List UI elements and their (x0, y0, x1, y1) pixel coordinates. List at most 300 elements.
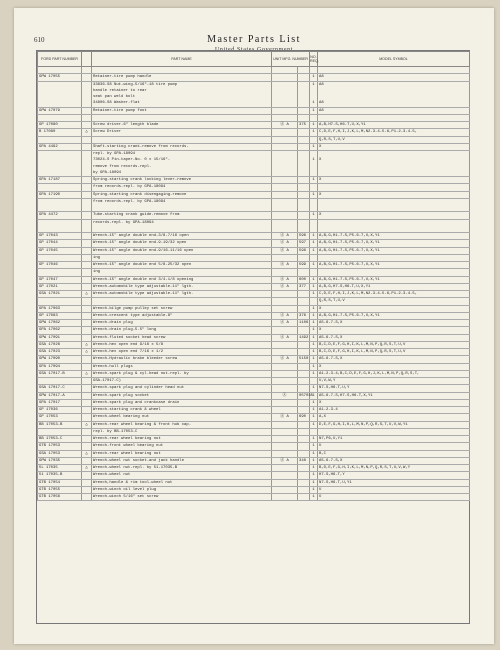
cell-unit-flag (272, 269, 298, 276)
cell-unit-flag (272, 349, 298, 356)
cell-unit-flag (272, 107, 298, 114)
cell-part-name: Wrench-drain plug (92, 320, 272, 327)
cell-symbol (82, 233, 92, 240)
table-row (38, 74, 470, 81)
cell-ford-part-number: B 17080 (38, 129, 82, 136)
cell-unit-mfg-number (298, 129, 310, 136)
cell-unit-flag (272, 443, 298, 450)
cell-unit-flag (272, 291, 298, 298)
cell-symbol (82, 107, 92, 114)
cell-part-name: Wrench-spark plug and cylinder head nut (92, 385, 272, 392)
cell-model-symbol: A1-2-3-4 (318, 407, 470, 414)
cell-model-symbol: U (318, 486, 470, 493)
table-row (38, 370, 470, 377)
cell-symbol (82, 486, 92, 493)
cell-symbol (82, 378, 92, 385)
cell-unit-flag (272, 129, 298, 136)
cell-model-symbol: B,C (318, 450, 470, 457)
cell-no-req (310, 219, 318, 226)
cell-no-req (310, 428, 318, 435)
cell-symbol (82, 443, 92, 450)
cell-symbol (82, 407, 92, 414)
cell-part-name: Wrench-bilge pump pulley set screw (92, 305, 272, 312)
cell-ford-part-number: 5L 17035 (38, 465, 82, 472)
cell-part-name: Wrench-starting crank & wheel (92, 407, 272, 414)
cell-unit-mfg-number (298, 399, 310, 406)
cell-no-req: 1 (310, 479, 318, 486)
cell-no-req (310, 269, 318, 276)
cell-model-symbol (318, 219, 470, 226)
cell-no-req: 1 (310, 472, 318, 479)
cell-symbol (82, 428, 92, 435)
cell-unit-mfg-number: 1492 (299, 335, 309, 340)
cell-ford-part-number: BB 17053-B (38, 421, 82, 428)
cell-unit-flag (272, 74, 298, 81)
page-number: 610 (34, 36, 45, 44)
cell-unit-mfg-number (298, 341, 310, 348)
cell-part-name: Wrench-automobile type adjustable-11" lgth. (92, 283, 272, 290)
cell-ford-part-number (38, 81, 82, 88)
cell-part-name: GSA-17017-C) (92, 378, 272, 385)
cell-part-name: Wrench-wheel nut-repl. by 51-17035-B (92, 465, 272, 472)
table-row (38, 276, 470, 283)
cell-symbol: △ (82, 129, 92, 136)
table-row (38, 291, 470, 298)
cell-part-name: Wrench-wheel bearing nut (92, 414, 272, 421)
cell-ford-part-number: GP 17036 (38, 407, 82, 414)
cell-model-symbol: A5-6-7-S,H7-S,H6-T,X,Y1 (318, 392, 470, 399)
cell-no-req: 1 (310, 443, 318, 450)
cell-symbol (82, 114, 92, 121)
cell-no-req (310, 298, 318, 305)
cell-symbol (82, 177, 92, 184)
cell-part-name: remove from records-repl. (92, 164, 272, 170)
cell-ford-part-number (38, 198, 82, 205)
cell-part-name (92, 114, 272, 121)
cell-model-symbol (318, 114, 470, 121)
cell-unit-mfg-number (298, 143, 310, 150)
cell-no-req (310, 205, 318, 212)
table-row (38, 184, 470, 191)
cell-unit-flag: Ⓐ A (272, 262, 298, 269)
cell-unit-mfg-number (298, 428, 310, 435)
cell-part-name: Wrench-hex open end 9/16 x 5/8 (92, 341, 272, 348)
table-row (38, 392, 470, 399)
table-row (38, 486, 470, 493)
cell-unit-flag (272, 191, 298, 198)
cell-part-name: Wrench-hex open end 7/16 x 1/2 (92, 349, 272, 356)
cell-part-name (92, 298, 272, 305)
cell-model-symbol: X (318, 212, 470, 219)
cell-unit-flag (272, 198, 298, 205)
cell-unit-flag (272, 494, 298, 501)
cell-part-name: Wrench-15° angle double end-9/16-11/16 open (92, 247, 272, 254)
header-ford-part-number: FORD PART NUMBER (38, 52, 82, 67)
header-unit-mfg-number: UNIT MFG. NUMBER (272, 52, 310, 67)
cell-unit-mfg-number: 1106 (299, 321, 309, 326)
cell-model-symbol: B,C,D,E,F,G,H,I,K,L,M,N,P,Q,R,S,T,U,V (318, 341, 470, 348)
cell-ford-part-number: GPW 17055 (38, 74, 82, 81)
cell-no-req: 1 (310, 81, 318, 88)
cell-part-name: 33836-S8 Nut-wing-5/16"-18 tire pump (92, 81, 272, 88)
cell-symbol (82, 305, 92, 312)
cell-unit-flag (272, 472, 298, 479)
cell-part-name: ing (92, 269, 272, 276)
cell-unit-flag (272, 226, 298, 233)
cell-model-symbol: U,V,W,Y (318, 378, 470, 385)
cell-symbol (82, 205, 92, 212)
cell-unit-mfg-number (298, 212, 310, 219)
cell-symbol: △ (82, 450, 92, 457)
cell-unit-mfg-number: 596 (298, 233, 310, 240)
cell-no-req: 1 (310, 122, 318, 129)
table-row (38, 262, 470, 269)
cell-part-name: ing (92, 254, 272, 261)
cell-no-req: 1 (310, 191, 318, 198)
table-row (38, 67, 470, 74)
cell-no-req: 1 (310, 385, 318, 392)
cell-unit-mfg-number (298, 226, 310, 233)
table-row (38, 305, 470, 312)
cell-unit-flag (272, 341, 298, 348)
cell-part-name: Wrench-drain plug-5.5" long (92, 327, 272, 334)
cell-ford-part-number: 51 17035-B (38, 472, 82, 479)
cell-no-req: 1 (310, 327, 318, 334)
cell-unit-flag (272, 170, 298, 177)
cell-part-name: Wrench-rear wheel bearing & front hub cap- (92, 421, 272, 428)
cell-unit-mfg-number (298, 170, 310, 177)
cell-ford-part-number (38, 114, 82, 121)
cell-unit-flag: Ⓐ A (272, 247, 298, 254)
table-row (38, 465, 470, 472)
table-row (38, 428, 470, 435)
cell-unit-mfg-number (298, 219, 310, 226)
cell-ford-part-number: GPW 17035 (38, 457, 82, 464)
cell-unit-flag: Ⓐ A (272, 312, 298, 319)
cell-unit-flag: Ⓐ A (272, 240, 298, 247)
cell-model-symbol: C,D,E,F,H,I,J,K,L,M,N2-3-4-5-6,P1-2-3-4-5, (318, 291, 470, 298)
cell-model-symbol: A5-6-7-S,X (318, 320, 470, 327)
cell-model-symbol (318, 67, 470, 74)
cell-no-req: 1 (310, 421, 318, 428)
cell-part-name: Wrench-wheel nut socket-and jack handle (92, 457, 272, 464)
cell-ford-part-number: GPW 17079 (38, 107, 82, 114)
cell-unit-mfg-number (298, 136, 310, 143)
cell-unit-mfg-number (298, 472, 310, 479)
cell-part-name (92, 136, 272, 143)
cell-unit-flag (272, 363, 298, 370)
table-row (38, 356, 470, 363)
table-row (38, 414, 470, 421)
cell-unit-flag (272, 298, 298, 305)
cell-unit-mfg-number (298, 107, 310, 114)
cell-no-req: 1 (310, 74, 318, 81)
cell-model-symbol: A8 (318, 81, 470, 88)
cell-symbol (82, 81, 92, 88)
cell-ford-part-number (38, 219, 82, 226)
cell-model-symbol: N7,P6,U,Y1 (318, 436, 470, 443)
cell-unit-mfg-number (298, 378, 310, 385)
cell-symbol (82, 276, 92, 283)
cell-unit-flag (272, 450, 298, 457)
cell-symbol (82, 262, 92, 269)
cell-unit-mfg-number (298, 450, 310, 457)
cell-no-req: 1 (310, 436, 318, 443)
cell-unit-mfg-number (298, 81, 310, 88)
cell-symbol (82, 320, 92, 327)
cell-ford-part-number: GP 17047 (38, 276, 82, 283)
table-row (38, 122, 470, 129)
cell-unit-flag (272, 219, 298, 226)
cell-model-symbol: A8 (318, 74, 470, 81)
cell-no-req: 1 (310, 143, 318, 150)
cell-unit-mfg-number (298, 298, 310, 305)
cell-no-req: 1 (310, 465, 318, 472)
table-row (38, 212, 470, 219)
cell-no-req: 1 (310, 407, 318, 414)
cell-model-symbol (318, 269, 470, 276)
parts-table (37, 51, 470, 501)
cell-symbol (82, 198, 92, 205)
cell-symbol: △ (82, 370, 92, 377)
cell-ford-part-number: GPA 17062 (38, 327, 82, 334)
cell-part-name: Wrench-rear wheel bearing nut (92, 450, 272, 457)
cell-symbol (82, 254, 92, 261)
page-title: Master Parts List (207, 34, 301, 45)
cell-ford-part-number: GP 17045 (38, 247, 82, 254)
table-row (38, 450, 470, 457)
table-row (38, 107, 470, 114)
cell-ford-part-number: GSA 17026 (38, 341, 82, 348)
table-row (38, 443, 470, 450)
cell-symbol (82, 122, 92, 129)
cell-model-symbol: X (318, 191, 470, 198)
table-row (38, 283, 470, 290)
cell-no-req: 1 (310, 177, 318, 184)
cell-ford-part-number: GPW 17090 (38, 356, 82, 363)
cell-no-req: 1 (310, 457, 318, 464)
cell-unit-flag (272, 212, 298, 219)
cell-part-name: seat pan weld bolt (92, 94, 272, 100)
table-row (38, 298, 470, 305)
cell-ford-part-number: GP 17021 (38, 283, 82, 290)
cell-unit-mfg-number (298, 74, 310, 81)
cell-unit-mfg-number (298, 494, 310, 501)
cell-symbol (82, 385, 92, 392)
cell-ford-part-number (38, 378, 82, 385)
header-no-req: NO. REQ. (310, 52, 318, 67)
cell-unit-mfg-number (298, 305, 310, 312)
table-row (38, 177, 470, 184)
cell-unit-mfg-number (298, 385, 310, 392)
cell-model-symbol: Q,R,S,T,U,V (318, 136, 470, 143)
cell-part-name: Wrench-spark plug and crankcase drain (92, 399, 272, 406)
cell-unit-flag (272, 254, 298, 261)
cell-unit-flag (272, 136, 298, 143)
cell-unit-flag: Ⓐ A (272, 356, 298, 363)
cell-ford-part-number: GPW 17062 (38, 320, 82, 327)
cell-no-req: 1 (310, 494, 318, 501)
cell-symbol (82, 269, 92, 276)
cell-unit-flag (272, 479, 298, 486)
cell-unit-flag (272, 205, 298, 212)
cell-part-name: handle retainer to rear (92, 88, 272, 94)
cell-no-req: 1 (310, 312, 318, 319)
cell-no-req (310, 136, 318, 143)
table-row (38, 226, 470, 233)
cell-unit-flag (272, 151, 298, 158)
document-page (14, 8, 494, 644)
cell-no-req: 1 (310, 486, 318, 493)
cell-part-name: Wrench,handle & rim tool-wheel nut (92, 479, 272, 486)
cell-unit-flag (272, 81, 298, 88)
cell-ford-part-number: GP 17080 (38, 122, 82, 129)
cell-model-symbol: N7-S,H6-T,U,Y (318, 385, 470, 392)
cell-no-req: 1 (310, 356, 318, 363)
cell-ford-part-number: GPA 17017 (38, 399, 82, 406)
cell-model-symbol (318, 151, 470, 158)
cell-part-name: Wrench-15° angle double end 3/4-1/8 opening (92, 276, 272, 283)
cell-model-symbol: A5-6-7-S,X (318, 356, 470, 363)
cell-symbol (82, 436, 92, 443)
cell-unit-mfg-number (298, 254, 310, 261)
cell-model-symbol: X (318, 363, 470, 370)
cell-unit-mfg-number (298, 100, 310, 107)
table-row (38, 114, 470, 121)
cell-no-req: 1 (310, 305, 318, 312)
cell-no-req: 1 (310, 334, 318, 341)
cell-unit-mfg-number (298, 370, 310, 377)
cell-unit-mfg-number (298, 421, 310, 428)
cell-unit-flag (272, 143, 298, 150)
cell-unit-mfg-number (298, 486, 310, 493)
cell-symbol (82, 74, 92, 81)
cell-unit-flag (272, 436, 298, 443)
cell-no-req: 1 (310, 414, 318, 421)
cell-ford-part-number: GSA 17017-B (38, 370, 82, 377)
table-row (38, 205, 470, 212)
cell-unit-mfg-number: 5150 (299, 357, 309, 362)
table-row (38, 334, 470, 341)
cell-symbol (82, 283, 92, 290)
cell-part-name (92, 67, 272, 74)
cell-unit-flag: Ⓐ A (272, 334, 298, 341)
cell-model-symbol: N7-S,H6-T,U,Y1 (318, 479, 470, 486)
cell-ford-part-number: GSA 17021 (38, 291, 82, 298)
cell-no-req (310, 114, 318, 121)
cell-no-req (310, 151, 318, 158)
cell-unit-mfg-number (298, 443, 310, 450)
cell-unit-mfg-number: 598 (298, 247, 310, 254)
table-row (38, 320, 470, 327)
cell-model-symbol: A,B,G,H1-7-S,P5-6-7,U,X,Y1 (318, 247, 470, 254)
cell-model-symbol: A5-6-7-S,X (318, 334, 470, 341)
cell-unit-mfg-number: 376 (298, 312, 310, 319)
cell-unit-mfg-number: 377 (298, 283, 310, 290)
cell-part-name: Wrench-front wheel bearing nut (92, 443, 272, 450)
cell-unit-mfg-number (298, 363, 310, 370)
cell-part-name: records-repl. by GPA-18094 (92, 219, 272, 226)
cell-ford-part-number: GTB 17054 (38, 479, 82, 486)
cell-unit-mfg-number: 599 (298, 262, 310, 269)
cell-ford-part-number: GPA 17187 (38, 177, 82, 184)
cell-symbol (82, 472, 92, 479)
cell-ford-part-number: GPA 17094 (38, 363, 82, 370)
cell-part-name: repl. by BB-17053-C (92, 428, 272, 435)
cell-model-symbol (318, 254, 470, 261)
cell-part-name: from records-repl. by GPA-18094 (92, 184, 272, 191)
cell-part-name: Wrench-15° angle double end 5/8-25/32 open (92, 262, 272, 269)
cell-unit-mfg-number: 057035 (299, 393, 314, 398)
table-row (38, 198, 470, 205)
cell-no-req: 1 (310, 341, 318, 348)
table-row (38, 100, 470, 107)
cell-unit-flag (272, 407, 298, 414)
cell-no-req: 1 (310, 262, 318, 269)
table-row (38, 151, 470, 158)
cell-no-req: 1 (310, 363, 318, 370)
cell-ford-part-number: GPA 17190 (38, 191, 82, 198)
cell-model-symbol: A5-6-7-S,X (318, 457, 470, 464)
cell-part-name: Wrench-automobile type adjustable-11" lgth. (92, 291, 272, 298)
table-row (38, 129, 470, 136)
cell-part-name: Wrench-fluted socket head screw (92, 334, 272, 341)
cell-model-symbol: B,C,D,E,F,G,H,I,K,L,M,N,P,Q,R,S,T,U,V (318, 349, 470, 356)
table-row (38, 233, 470, 240)
cell-unit-mfg-number (298, 67, 310, 74)
cell-ford-part-number (38, 170, 82, 177)
cell-model-symbol: X (318, 305, 470, 312)
cell-unit-mfg-number (298, 465, 310, 472)
cell-part-name: Wrench-wheel nut (92, 472, 272, 479)
cell-part-name: Wrench-winch 5/16" set screw (92, 494, 272, 501)
cell-symbol (82, 457, 92, 464)
table-row (38, 327, 470, 334)
cell-no-req: 1 (310, 157, 318, 163)
cell-no-req (310, 67, 318, 74)
cell-model-symbol: H7-S,H6-T,Y (318, 472, 470, 479)
cell-symbol (82, 363, 92, 370)
cell-symbol (82, 298, 92, 305)
cell-unit-flag (272, 465, 298, 472)
cell-unit-mfg-number (298, 198, 310, 205)
cell-unit-mfg-number (298, 407, 310, 414)
cell-no-req: 1 (310, 107, 318, 114)
cell-unit-flag (272, 177, 298, 184)
cell-model-symbol: A1-2-3-4,B,C,D,E,F,G,H,J,K,L,M,N,P,Q,R,S,T, (318, 370, 470, 377)
cell-ford-part-number (38, 254, 82, 261)
cell-unit-flag (272, 114, 298, 121)
cell-symbol (82, 136, 92, 143)
cell-symbol (82, 226, 92, 233)
table-row (38, 81, 470, 88)
cell-symbol (82, 327, 92, 334)
cell-symbol (82, 191, 92, 198)
cell-no-req (310, 170, 318, 177)
cell-ford-part-number: GP 17046 (38, 262, 82, 269)
cell-part-name: Wrench-Hydraulic brake bleeder screw (92, 356, 272, 363)
header-part-name: PART NAME (92, 52, 272, 67)
cell-model-symbol: U (318, 494, 470, 501)
cell-part-name: 73024-S Pin-taper-No. 0 x 15/16"- (92, 157, 272, 163)
cell-unit-flag (272, 486, 298, 493)
cell-symbol (82, 356, 92, 363)
table-row (38, 170, 470, 177)
cell-symbol (82, 143, 92, 150)
cell-no-req: 1 (310, 247, 318, 254)
cell-model-symbol: X (318, 399, 470, 406)
cell-part-name (92, 226, 272, 233)
